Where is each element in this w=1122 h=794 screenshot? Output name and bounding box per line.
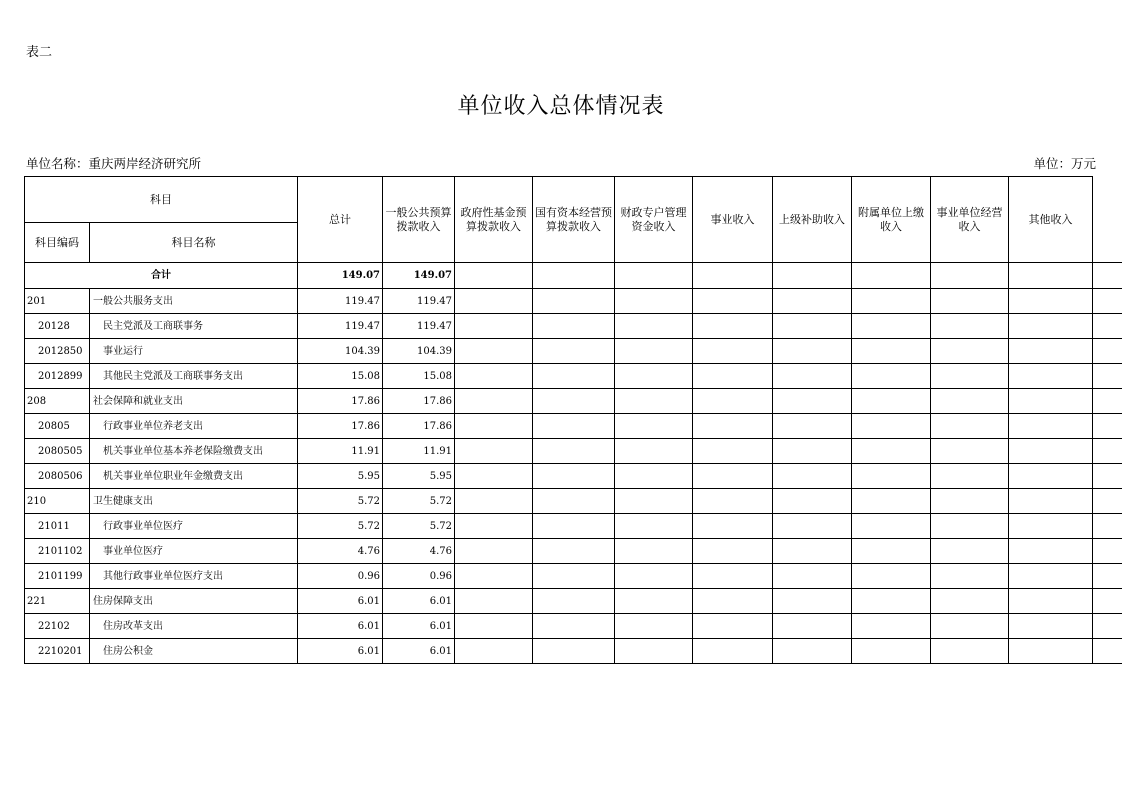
empty-cell xyxy=(931,639,1009,664)
empty-cell xyxy=(773,489,852,514)
empty-cell xyxy=(533,514,615,539)
empty-cell xyxy=(773,439,852,464)
empty-cell xyxy=(615,414,693,439)
row-general-budget: 6.01 xyxy=(383,589,455,614)
row-total: 104.39 xyxy=(298,339,383,364)
empty-cell xyxy=(1009,414,1093,439)
empty-cell xyxy=(455,414,533,439)
header-general-budget: 一般公共预算拨款收入 xyxy=(383,177,455,263)
empty-cell xyxy=(615,564,693,589)
empty-cell xyxy=(852,639,931,664)
empty-cell xyxy=(533,314,615,339)
row-total: 0.96 xyxy=(298,564,383,589)
unit-name: 单位名称：重庆两岸经济研究所 xyxy=(26,156,202,171)
empty-cell xyxy=(615,339,693,364)
header-gov-fund: 政府性基金预算拨款收入 xyxy=(455,177,533,263)
empty-cell xyxy=(852,263,931,289)
empty-cell xyxy=(693,589,773,614)
row-total: 4.76 xyxy=(298,539,383,564)
empty-cell xyxy=(1093,289,1122,314)
row-general-budget: 5.72 xyxy=(383,489,455,514)
empty-cell xyxy=(1009,263,1093,289)
empty-cell xyxy=(1009,589,1093,614)
row-general-budget: 11.91 xyxy=(383,439,455,464)
empty-cell xyxy=(1093,439,1122,464)
empty-cell xyxy=(615,439,693,464)
row-code: 2101199 xyxy=(25,564,90,589)
table-row xyxy=(25,389,1122,414)
row-name: 行政事业单位养老支出 xyxy=(90,414,298,439)
total-row xyxy=(25,263,1122,289)
table-row xyxy=(25,489,1122,514)
row-code: 2012899 xyxy=(25,364,90,389)
empty-cell xyxy=(693,564,773,589)
header-superior-subsidy: 上级补助收入 xyxy=(773,177,852,263)
row-name: 民主党派及工商联事务 xyxy=(90,314,298,339)
empty-cell xyxy=(533,364,615,389)
empty-cell xyxy=(455,389,533,414)
empty-cell xyxy=(1093,263,1122,289)
empty-cell xyxy=(852,314,931,339)
empty-cell xyxy=(852,589,931,614)
row-code: 2080505 xyxy=(25,439,90,464)
empty-cell xyxy=(455,489,533,514)
empty-cell xyxy=(1093,464,1122,489)
table-row xyxy=(25,639,1122,664)
empty-cell xyxy=(773,414,852,439)
header-row xyxy=(25,177,1122,223)
empty-cell xyxy=(455,589,533,614)
empty-cell xyxy=(455,364,533,389)
row-code: 2101102 xyxy=(25,539,90,564)
empty-cell xyxy=(533,263,615,289)
row-code: 208 xyxy=(25,389,90,414)
empty-cell xyxy=(693,364,773,389)
row-general-budget: 119.47 xyxy=(383,289,455,314)
empty-cell xyxy=(773,339,852,364)
empty-cell xyxy=(615,489,693,514)
empty-cell xyxy=(931,464,1009,489)
empty-cell xyxy=(533,564,615,589)
empty-cell xyxy=(852,489,931,514)
empty-cell xyxy=(1009,339,1093,364)
row-total: 15.08 xyxy=(298,364,383,389)
empty-cell xyxy=(455,464,533,489)
row-name: 其他行政事业单位医疗支出 xyxy=(90,564,298,589)
header-special-mgmt: 财政专户管理资金收入 xyxy=(615,177,693,263)
row-general-budget: 17.86 xyxy=(383,414,455,439)
empty-cell xyxy=(615,589,693,614)
row-total: 6.01 xyxy=(298,614,383,639)
empty-cell xyxy=(615,389,693,414)
empty-cell xyxy=(931,539,1009,564)
empty-cell xyxy=(931,564,1009,589)
table-row xyxy=(25,564,1122,589)
empty-cell xyxy=(615,464,693,489)
empty-cell xyxy=(615,514,693,539)
empty-cell xyxy=(931,614,1009,639)
empty-cell xyxy=(773,289,852,314)
empty-cell xyxy=(931,364,1009,389)
empty-cell xyxy=(533,389,615,414)
empty-cell xyxy=(693,314,773,339)
empty-cell xyxy=(533,339,615,364)
empty-cell xyxy=(773,639,852,664)
row-total: 17.86 xyxy=(298,414,383,439)
row-total: 11.91 xyxy=(298,439,383,464)
empty-cell xyxy=(773,364,852,389)
table-row xyxy=(25,314,1122,339)
empty-cell xyxy=(455,564,533,589)
empty-cell xyxy=(773,263,852,289)
row-code: 2012850 xyxy=(25,339,90,364)
header-operating: 事业单位经营收入 xyxy=(931,177,1009,263)
table-row xyxy=(25,364,1122,389)
table-row xyxy=(25,514,1122,539)
empty-cell xyxy=(773,314,852,339)
row-general-budget: 5.95 xyxy=(383,464,455,489)
total-label: 合计 xyxy=(25,263,298,289)
total-general-budget: 149.07 xyxy=(383,263,455,289)
empty-cell xyxy=(693,514,773,539)
empty-cell xyxy=(533,439,615,464)
empty-cell xyxy=(1093,539,1122,564)
document-label: 表二 xyxy=(26,45,53,60)
empty-cell xyxy=(1093,364,1122,389)
row-name: 事业单位医疗 xyxy=(90,539,298,564)
empty-cell xyxy=(852,614,931,639)
row-name: 机关事业单位职业年金缴费支出 xyxy=(90,464,298,489)
empty-cell xyxy=(931,589,1009,614)
empty-cell xyxy=(1009,639,1093,664)
empty-cell xyxy=(931,314,1009,339)
empty-cell xyxy=(455,439,533,464)
table-body xyxy=(25,263,1122,664)
empty-cell xyxy=(773,514,852,539)
empty-cell xyxy=(533,414,615,439)
row-total: 6.01 xyxy=(298,639,383,664)
empty-cell xyxy=(693,439,773,464)
empty-cell xyxy=(1009,364,1093,389)
empty-cell xyxy=(852,539,931,564)
empty-cell xyxy=(455,314,533,339)
empty-cell xyxy=(455,339,533,364)
empty-cell xyxy=(1093,514,1122,539)
row-code: 21011 xyxy=(25,514,90,539)
empty-cell xyxy=(455,289,533,314)
empty-cell xyxy=(455,639,533,664)
row-general-budget: 17.86 xyxy=(383,389,455,414)
empty-cell xyxy=(455,263,533,289)
empty-cell xyxy=(533,539,615,564)
empty-cell xyxy=(1009,489,1093,514)
empty-cell xyxy=(773,564,852,589)
row-code: 2210201 xyxy=(25,639,90,664)
empty-cell xyxy=(693,289,773,314)
empty-cell xyxy=(1009,514,1093,539)
empty-cell xyxy=(773,539,852,564)
empty-cell xyxy=(455,614,533,639)
empty-cell xyxy=(931,489,1009,514)
table-row xyxy=(25,614,1122,639)
empty-cell xyxy=(852,289,931,314)
row-name: 住房保障支出 xyxy=(90,589,298,614)
row-code: 201 xyxy=(25,289,90,314)
empty-cell xyxy=(852,364,931,389)
empty-cell xyxy=(1009,389,1093,414)
empty-cell xyxy=(1093,614,1122,639)
empty-cell xyxy=(1093,489,1122,514)
row-total: 17.86 xyxy=(298,389,383,414)
row-name: 社会保障和就业支出 xyxy=(90,389,298,414)
row-total: 5.72 xyxy=(298,514,383,539)
empty-cell xyxy=(1009,314,1093,339)
empty-cell xyxy=(1093,564,1122,589)
row-total: 119.47 xyxy=(298,314,383,339)
empty-cell xyxy=(931,339,1009,364)
table-row xyxy=(25,289,1122,314)
empty-cell xyxy=(455,514,533,539)
empty-cell xyxy=(533,639,615,664)
empty-cell xyxy=(693,263,773,289)
empty-cell xyxy=(852,439,931,464)
row-general-budget: 119.47 xyxy=(383,314,455,339)
empty-cell xyxy=(852,564,931,589)
empty-cell xyxy=(693,639,773,664)
row-name: 卫生健康支出 xyxy=(90,489,298,514)
header-subject: 科目 xyxy=(25,177,298,223)
empty-cell xyxy=(533,464,615,489)
row-code: 221 xyxy=(25,589,90,614)
empty-cell xyxy=(615,289,693,314)
income-table xyxy=(24,176,1122,664)
empty-cell xyxy=(693,464,773,489)
header-business: 事业收入 xyxy=(693,177,773,263)
page-title: 单位收入总体情况表 xyxy=(457,94,665,119)
empty-cell xyxy=(852,514,931,539)
empty-cell xyxy=(931,514,1009,539)
empty-cell xyxy=(1093,314,1122,339)
header-total: 总计 xyxy=(298,177,383,263)
empty-cell xyxy=(1009,614,1093,639)
empty-cell xyxy=(773,589,852,614)
empty-cell xyxy=(852,414,931,439)
table-row xyxy=(25,464,1122,489)
row-name: 住房改革支出 xyxy=(90,614,298,639)
row-general-budget: 4.76 xyxy=(383,539,455,564)
empty-cell xyxy=(852,389,931,414)
empty-cell xyxy=(1009,564,1093,589)
header-name: 科目名称 xyxy=(90,223,298,263)
empty-cell xyxy=(693,489,773,514)
row-name: 住房公积金 xyxy=(90,639,298,664)
row-total: 5.72 xyxy=(298,489,383,514)
row-name: 行政事业单位医疗 xyxy=(90,514,298,539)
empty-cell xyxy=(1009,289,1093,314)
empty-cell xyxy=(931,414,1009,439)
row-total: 119.47 xyxy=(298,289,383,314)
header-other: 其他收入 xyxy=(1009,177,1093,263)
row-general-budget: 104.39 xyxy=(383,339,455,364)
empty-cell xyxy=(931,389,1009,414)
empty-cell xyxy=(1093,389,1122,414)
empty-cell xyxy=(615,639,693,664)
empty-cell xyxy=(615,263,693,289)
empty-cell xyxy=(693,614,773,639)
row-name: 事业运行 xyxy=(90,339,298,364)
empty-cell xyxy=(1009,439,1093,464)
empty-cell xyxy=(1093,339,1122,364)
empty-cell xyxy=(1093,589,1122,614)
row-name: 一般公共服务支出 xyxy=(90,289,298,314)
total-total: 149.07 xyxy=(298,263,383,289)
empty-cell xyxy=(852,464,931,489)
empty-cell xyxy=(773,614,852,639)
table-row xyxy=(25,539,1122,564)
table-row xyxy=(25,414,1122,439)
row-code: 20128 xyxy=(25,314,90,339)
empty-cell xyxy=(1093,414,1122,439)
empty-cell xyxy=(773,464,852,489)
empty-cell xyxy=(615,314,693,339)
empty-cell xyxy=(1093,639,1122,664)
row-general-budget: 15.08 xyxy=(383,364,455,389)
row-code: 20805 xyxy=(25,414,90,439)
row-code: 22102 xyxy=(25,614,90,639)
row-name: 其他民主党派及工商联事务支出 xyxy=(90,364,298,389)
empty-cell xyxy=(773,389,852,414)
empty-cell xyxy=(533,589,615,614)
empty-cell xyxy=(455,539,533,564)
row-code: 2080506 xyxy=(25,464,90,489)
empty-cell xyxy=(533,289,615,314)
empty-cell xyxy=(931,289,1009,314)
empty-cell xyxy=(931,439,1009,464)
empty-cell xyxy=(693,539,773,564)
table-row xyxy=(25,439,1122,464)
empty-cell xyxy=(1009,539,1093,564)
row-general-budget: 0.96 xyxy=(383,564,455,589)
row-total: 6.01 xyxy=(298,589,383,614)
header-affiliated: 附属单位上缴收入 xyxy=(852,177,931,263)
empty-cell xyxy=(1009,464,1093,489)
row-total: 5.95 xyxy=(298,464,383,489)
empty-cell xyxy=(615,539,693,564)
row-general-budget: 6.01 xyxy=(383,614,455,639)
empty-cell xyxy=(693,339,773,364)
table-row xyxy=(25,339,1122,364)
empty-cell xyxy=(615,614,693,639)
empty-cell xyxy=(852,339,931,364)
header-state-capital: 国有资本经营预算拨款收入 xyxy=(533,177,615,263)
unit-measure: 单位：万元 xyxy=(1033,156,1096,171)
empty-cell xyxy=(533,489,615,514)
row-name: 机关事业单位基本养老保险缴费支出 xyxy=(90,439,298,464)
empty-cell xyxy=(615,364,693,389)
row-code: 210 xyxy=(25,489,90,514)
header-code: 科目编码 xyxy=(25,223,90,263)
empty-cell xyxy=(693,414,773,439)
empty-cell xyxy=(533,614,615,639)
table-row xyxy=(25,589,1122,614)
empty-cell xyxy=(931,263,1009,289)
row-general-budget: 5.72 xyxy=(383,514,455,539)
empty-cell xyxy=(693,389,773,414)
row-general-budget: 6.01 xyxy=(383,639,455,664)
